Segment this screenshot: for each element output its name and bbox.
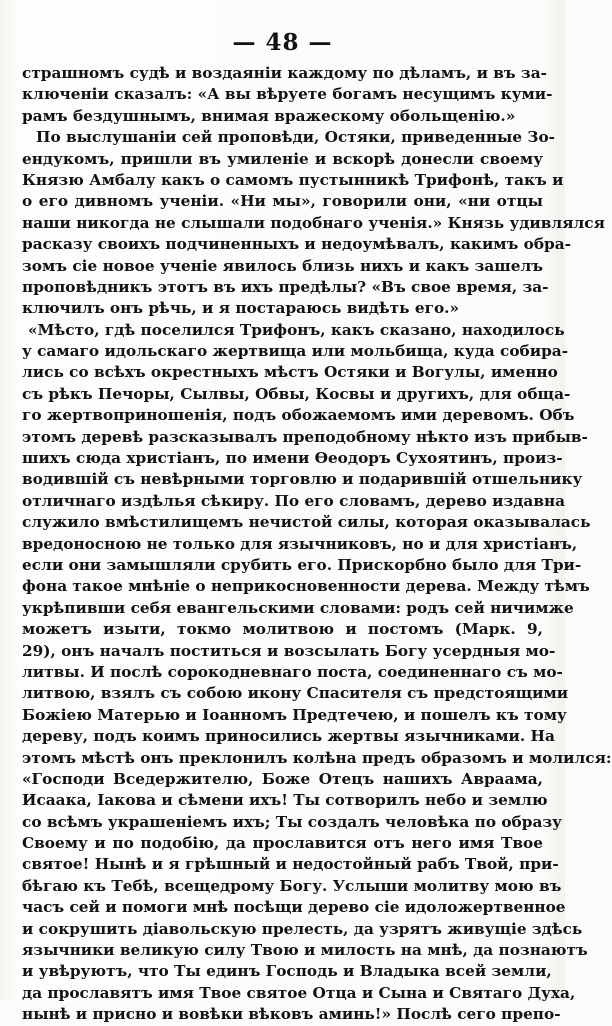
text-line: вредоносною не только для язычниковъ, но и для христіанъ, xyxy=(22,534,578,553)
text-line: зомъ сіе новое ученіе явилось близь нихъ и какъ зашелъ xyxy=(22,256,543,275)
text-line: и сокрушить діавольскую прелесть, да узрятъ живущіе здѣсь xyxy=(22,919,583,938)
text-line: страшномъ судѣ и воздаяніи каждому по дѣламъ, и въ за- xyxy=(22,64,547,82)
text-line: ключеніи сказалъ: «А вы вѣруете богамъ несущимъ куми- xyxy=(22,85,553,104)
text-line: фона такое мнѣніе о неприкосновенности дерева. Между тѣмъ xyxy=(22,577,590,596)
text-line: этомъ деревѣ разсказывалъ преподобному нѣкто изъ прибыв- xyxy=(22,427,588,446)
text-line: По выслушаніи сей проповѣди, Остяки, приведенные Зо- xyxy=(36,128,556,147)
text-line: рамъ бездушнымъ, внимая вражескому обольщенію.» xyxy=(22,106,516,125)
text-line: ендукомъ, пришли въ умиленіе и вскорѣ донесли своему xyxy=(22,149,543,168)
text-line: язычники великую силу Твою и милость на мнѣ, да познаютъ xyxy=(22,941,588,960)
text-line: можетъ изыти, токмо молитвою и постомъ (Марк. 9, xyxy=(22,620,543,639)
text-line: съ рѣкъ Печоры, Сылвы, Обвы, Косвы и другихъ, для обща- xyxy=(22,384,571,403)
text-line: укрѣпивши себя евангельскими словами: родъ сей ничимже xyxy=(22,598,574,617)
text-line: «Мѣсто, гдѣ поселился Трифонъ, какъ сказано, находилось xyxy=(28,320,565,339)
text-line: Исаака, Іакова и сѣмени ихъ! Ты сотворилъ небо и землю xyxy=(22,791,548,810)
text-line: и увѣруютъ, что Ты единъ Господь и Владыка всей земли, xyxy=(22,962,552,981)
text-line: Своему и по подобію, да прославится отъ него имя Твое xyxy=(22,834,543,853)
text-line: «Господи Вседержителю, Боже Отецъ нашихъ Авраама, xyxy=(22,769,543,788)
text-line: проповѣдникъ этотъ въ ихъ предѣлы? «Въ свое время, за- xyxy=(22,277,549,296)
text-line: часъ сей и помоги мнѣ посѣщи дерево сіе идоложертвенное xyxy=(22,898,566,917)
text-line: святое! Нынѣ и я грѣшный и недостойный рабъ Твой, при- xyxy=(22,855,559,874)
text-line: служило вмѣстилищемъ нечистой силы, которая оказывалась xyxy=(22,513,591,532)
text-line: отличнаго издѣлья сѣкиру. По его словамъ, дерево издавна xyxy=(22,491,566,510)
text-line: у самаго идольскаго жертвища или мольбища, куда собира- xyxy=(22,342,569,361)
text-line: наши никогда не слышали подобнаго ученія.» Князь удивлялся xyxy=(22,213,605,232)
text-line: бѣгаю къ Тебѣ, всещедрому Богу. Услыши молитву мою въ xyxy=(22,876,562,895)
text-line: ключилъ онъ рѣчь, и я постараюсь видѣть его.» xyxy=(22,299,460,318)
text-line: Князю Амбалу какъ о самомъ пустынникѣ Трифонѣ, такъ и xyxy=(22,170,564,189)
text-line: шихъ сюда христіанъ, по имени Ѳеодоръ Сухоятинъ, произ- xyxy=(22,449,563,468)
text-line: расказу своихъ подчиненныхъ и недоумѣвалъ, какимъ обра- xyxy=(22,235,572,254)
text-line: литвою, взялъ съ собою икону Спасителя съ предстоящими xyxy=(22,684,569,703)
text-line: 29), онъ началъ поститься и возсылать Богу усердныя мо- xyxy=(22,641,556,660)
page-number: — 48 — xyxy=(232,29,333,56)
text-line: да прославятъ имя Твое святое Отца и Сына и Святаго Духа, xyxy=(22,983,576,1002)
text-line: лись со всѣхъ окрестныхъ мѣстъ Остяки и Вогулы, именно xyxy=(22,363,558,382)
text-line: нынѣ и присно и вовѣки вѣковъ аминь!» Послѣ сего препо- xyxy=(22,1005,561,1024)
text-line: если они замышляли срубить его. Прискорбно было для Три- xyxy=(22,555,582,574)
text-line: Божіею Матерью и Іоанномъ Предтечею, и пошелъ къ тому xyxy=(22,705,567,724)
body-text xyxy=(22,63,612,1026)
text-line: литвы. И послѣ сорокодневнаго поста, соединеннаго съ мо- xyxy=(22,662,563,681)
text-line: водившій съ невѣрными торговлю и подарившій отшельнику xyxy=(22,470,583,489)
text-line: со всѣмъ украшеніемъ ихъ; Ты создалъ человѣка по образу xyxy=(22,812,562,831)
text-line: этомъ мѣстѣ онъ преклонилъ колѣна предъ образомъ и молился: xyxy=(22,748,612,767)
text-line: о его дивномъ ученіи. «Ни мы», говорили они, «ни отцы xyxy=(22,192,543,211)
text-line: дереву, подъ коимъ приносились жертвы язычниками. На xyxy=(22,727,555,746)
text-line: го жертвоприношенія, подъ обожаемомъ ими деревомъ. Объ xyxy=(22,406,575,425)
